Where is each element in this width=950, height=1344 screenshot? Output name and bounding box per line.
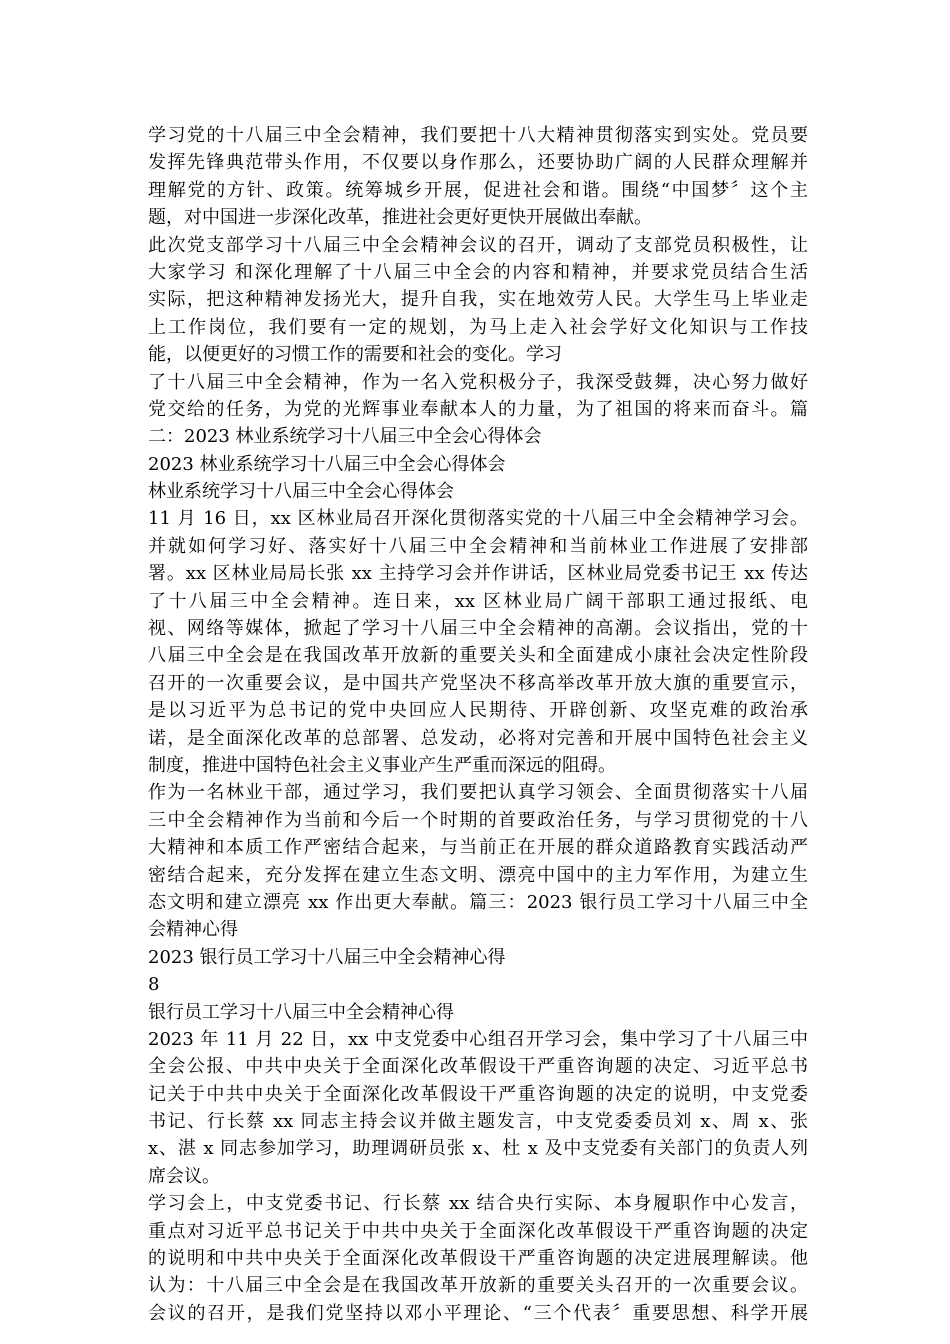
text-line: 密结合起来，充分发挥在建立生态文明、漂亮中国中的主力军作用，为建立生 xyxy=(148,864,808,886)
page-number: 8 xyxy=(148,974,160,996)
text-line: 会议的召开，是我们党坚持以邓小平理论、“三个代表〞重要思想、科学开展 xyxy=(148,1302,808,1324)
text-line: 并就如何学习好、落实好十八届三中全会精神和当前林业工作进展了安排部 xyxy=(148,535,808,557)
text-line: 了十八届三中全会精神，作为一名入党积极分子，我深受鼓舞，决心努力做好 xyxy=(148,371,808,393)
text-line: 作为一名林业干部，通过学习，我们要把认真学习领会、全面贯彻落实十八届 xyxy=(148,782,808,804)
text-line: 理解党的方针、政策。统筹城乡开展，促进社会和谐。围绕“中国梦〞这个主 xyxy=(148,179,808,201)
text-line: 大家学习 和深化理解了十八届三中全会的内容和精神，并要求党员结合生活 xyxy=(148,261,808,283)
text-line: 席会议。 xyxy=(148,1165,220,1187)
text-line: 署。xx 区林业局局长张 xx 主持学习会并作讲话，区林业局党委书记王 xx 传达 xyxy=(148,563,808,585)
text-line: 三中全会精神作为当前和今后一个时期的首要政治任务，与学习贯彻党的十八 xyxy=(148,809,808,831)
text-line: 学习党的十八届三中全会精神，我们要把十八大精神贯彻落实到实处。党员要 xyxy=(148,125,808,146)
text-line: 召开的一次重要会议，是中国共产党坚决不移高举改革开放大旗的重要宣示， xyxy=(148,672,808,694)
text-line: 记关于中共中央关于全面深化改革假设干严重咨询题的决定的说明，中支党委 xyxy=(148,1083,808,1105)
text-line: 2023 年 11 月 22 日，xx 中支党委中心组召开学习会，集中学习了十八届三中 xyxy=(148,1028,808,1050)
text-line: 认为：十八届三中全会是在我国改革开放新的重要关头召开的一次重要会议。 xyxy=(148,1275,808,1297)
text-line: 学习会上，中支党委书记、行长蔡 xx 结合央行实际、本身履职作中心发言， xyxy=(148,1193,808,1215)
text-line: 诺，是全面深化改革的总部署、总发动，必将对完善和开展中国特色社会主义 xyxy=(148,727,808,749)
text-line: x、湛 x 同志参加学习，助理调研员张 x、杜 x 及中支党委有关部门的负责人列 xyxy=(148,1138,808,1160)
text-line: 实际，把这种精神发扬光大，提升自我，实在地效劳人民。大学生马上毕业走 xyxy=(148,289,808,311)
text-line: 的说明和中共中央关于全面深化改革假设干严重咨询题的决定进展理解读。他 xyxy=(148,1248,808,1270)
text-line: 党交给的任务，为党的光辉事业奉献本人的力量，为了祖国的将来而奋斗。篇 xyxy=(148,398,808,420)
text-line: 视、网络等媒体，掀起了学习十八届三中全会精神的高潮。会议指出，党的十 xyxy=(148,618,808,640)
text-line: 制度，推进中国特色社会主义事业产生严重而深远的阻碍。 xyxy=(148,754,616,776)
text-line: 会精神心得 xyxy=(148,919,238,941)
text-line: 能，以便更好的习惯工作的需要和社会的变化。学习 xyxy=(148,344,562,366)
section-heading: 银行员工学习十八届三中全会精神心得 xyxy=(148,1001,454,1023)
text-line: 此次党支部学习十八届三中全会精神会议的召开，调动了支部党员积极性，让 xyxy=(148,234,808,256)
text-line: 大精神和本质工作严密结合起来，与当前正在开展的群众道路教育实践活动严 xyxy=(148,837,808,859)
text-line: 八届三中全会是在我国改革开放新的重要关头和全面建成小康社会决定性阶段 xyxy=(148,645,808,667)
text-line: 是以习近平为总书记的党中央回应人民期待、开辟创新、攻坚克难的政治承 xyxy=(148,700,808,722)
document-body xyxy=(148,122,808,1327)
text-line: 态文明和建立漂亮 xx 作出更大奉献。篇三：2023 银行员工学习十八届三中全 xyxy=(148,891,808,913)
text-line: 上工作岗位，我们要有一定的规划，为马上走入社会学好文化知识与工作技 xyxy=(148,316,808,338)
section-heading: 2023 银行员工学习十八届三中全会精神心得 xyxy=(148,946,506,968)
text-line: 11 月 16 日，xx 区林业局召开深化贯彻落实党的十八届三中全会精神学习会。 xyxy=(148,508,808,530)
text-line: 重点对习近平总书记关于中共中央关于全面深化改革假设干严重咨询题的决定 xyxy=(148,1220,808,1242)
section-heading: 2023 林业系统学习十八届三中全会心得体会 xyxy=(148,453,506,475)
text-line: 了十八届三中全会精神。连日来，xx 区林业局广阔干部职工通过报纸、电 xyxy=(148,590,808,612)
text-line: 题，对中国进一步深化改革，推进社会更好更快开展做出奉献。 xyxy=(148,207,652,229)
text-line: 全会公报、中共中央关于全面深化改革假设干严重咨询题的决定、习近平总书 xyxy=(148,1056,808,1078)
text-line: 书记、行长蔡 xx 同志主持会议并做主题发言，中支党委委员刘 x、周 x、张 xyxy=(148,1111,808,1133)
section-heading: 林业系统学习十八届三中全会心得体会 xyxy=(148,481,454,503)
text-line: 发挥先锋典范带头作用，不仅要以身作那么，还要协助广阔的人民群众理解并 xyxy=(148,152,808,174)
text-line: 二：2023 林业系统学习十八届三中全会心得体会 xyxy=(148,426,542,448)
